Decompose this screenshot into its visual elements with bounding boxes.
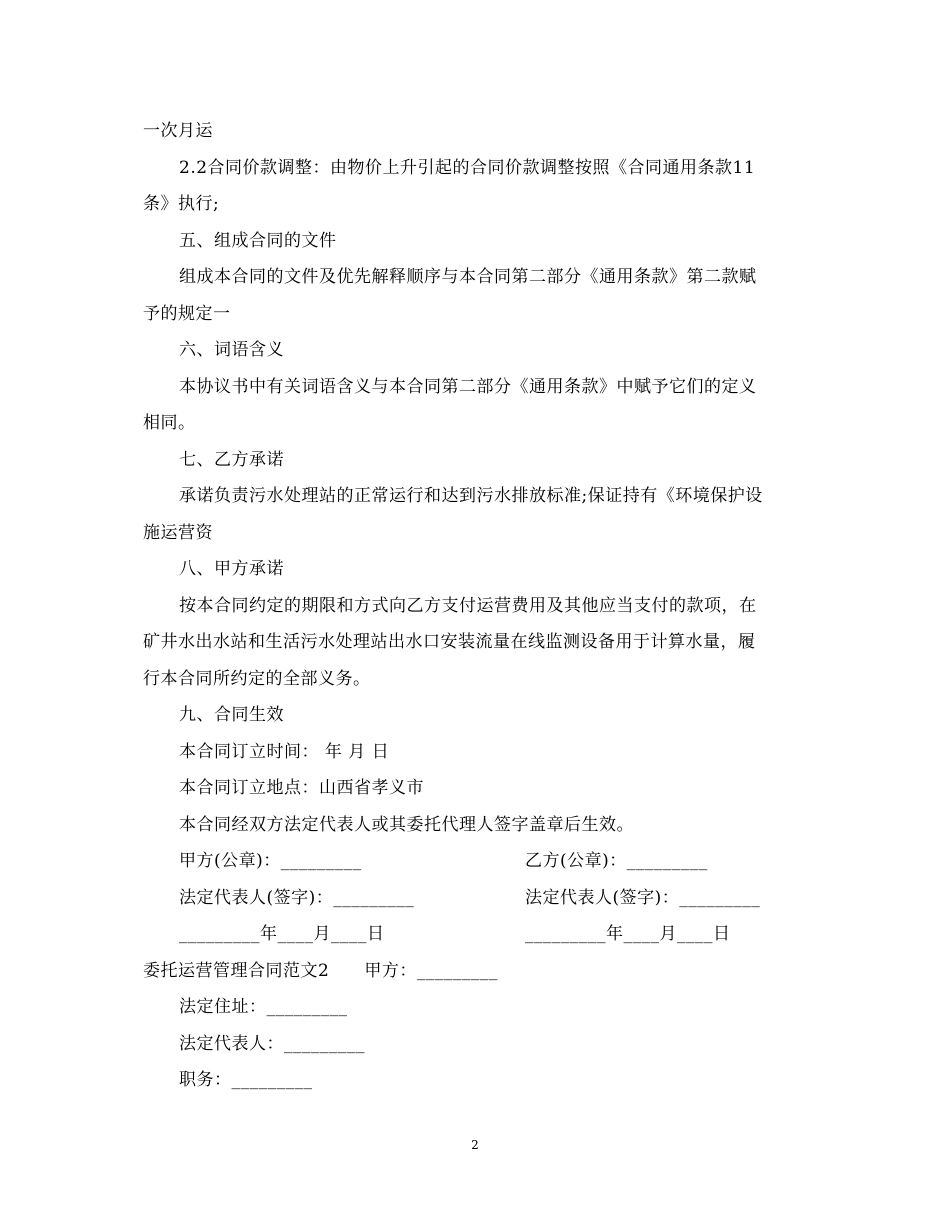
text-line: 本合同订立时间： 年 月 日 <box>179 742 390 762</box>
text-line: 按本合同约定的期限和方式向乙方支付运营费用及其他应当支付的款项，在 <box>179 596 757 616</box>
party-a-date: _________年____月____日 <box>179 924 385 944</box>
text-line: 本合同订立地点：山西省孝义市 <box>179 778 424 798</box>
text-line: 2.2合同价款调整：由物价上升引起的合同价款调整按照《合同通用条款11 <box>179 158 756 178</box>
second-contract-title: 委托运营管理合同范文2 甲方：_________ <box>143 961 498 981</box>
text-line: 施运营资 <box>143 523 213 543</box>
position-field: 职务：_________ <box>179 1070 313 1090</box>
text-line: 组成本合同的文件及优先解释顺序与本合同第二部分《通用条款》第二款赋 <box>179 267 757 287</box>
section-heading: 八、甲方承诺 <box>179 559 284 579</box>
section-heading: 六、词语含义 <box>179 340 284 360</box>
text-line: 矿井水出水站和生活污水处理站出水口安装流量在线监测设备用于计算水量，履 <box>143 632 756 652</box>
party-a-rep: 法定代表人(签字)：_________ <box>179 888 415 908</box>
text-line: 一次月运 <box>143 121 213 141</box>
address-field: 法定住址：_________ <box>179 997 348 1017</box>
text-line: 相同。 <box>143 413 196 433</box>
party-b-seal: 乙方(公章)：_________ <box>525 851 708 871</box>
text-line: 条》执行; <box>143 194 220 214</box>
section-heading: 五、组成合同的文件 <box>179 231 337 251</box>
text-line: 行本合同所约定的全部义务。 <box>143 669 371 689</box>
party-a-seal: 甲方(公章)：_________ <box>179 851 362 871</box>
text-line: 承诺负责污水处理站的正常运行和达到污水排放标准;保证持有《环境保护设 <box>179 486 763 506</box>
page-number: 2 <box>471 1138 479 1152</box>
text-line: 本协议书中有关词语含义与本合同第二部分《通用条款》中赋予它们的定义 <box>179 377 757 397</box>
text-line: 本合同经双方法定代表人或其委托代理人签字盖章后生效。 <box>179 815 634 835</box>
party-b-rep: 法定代表人(签字)：_________ <box>525 888 761 908</box>
party-b-date: _________年____月____日 <box>525 924 731 944</box>
section-heading: 九、合同生效 <box>179 705 284 725</box>
legal-rep-field: 法定代表人：_________ <box>179 1034 365 1054</box>
section-heading: 七、乙方承诺 <box>179 450 284 470</box>
text-line: 予的规定一 <box>143 304 231 324</box>
